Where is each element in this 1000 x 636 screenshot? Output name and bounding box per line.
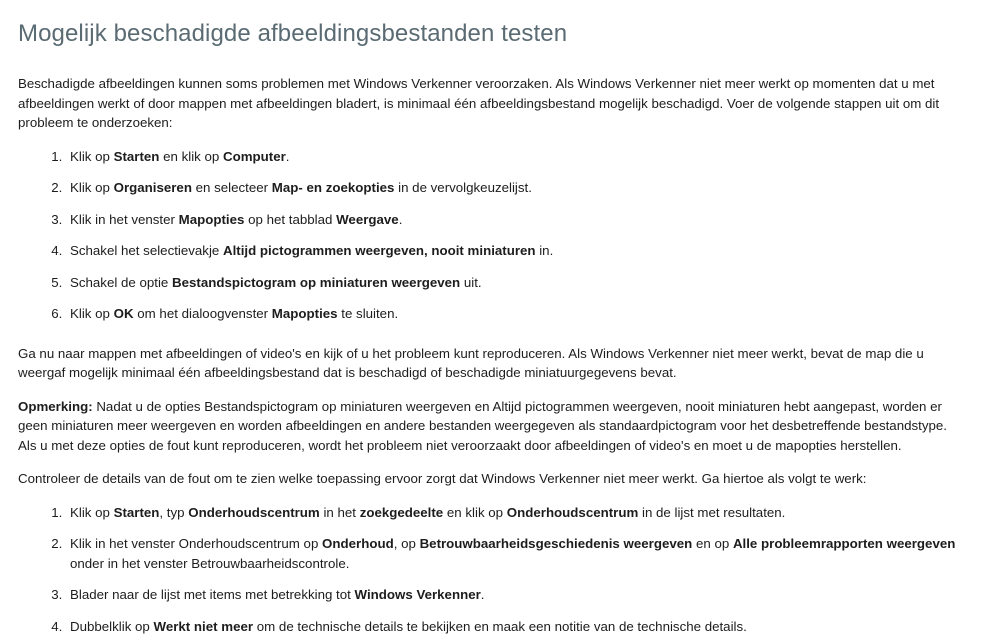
list-item: 4. Schakel het selectievakje Altijd pictogrammen weergeven, nooit miniaturen in.	[66, 241, 972, 261]
list-item: 5. Schakel de optie Bestandspictogram op miniaturen weergeven uit.	[66, 273, 972, 293]
note-label: Opmerking:	[18, 399, 93, 414]
note-paragraph	[18, 397, 948, 456]
intro-paragraph: Beschadigde afbeeldingen kunnen soms problemen met Windows Verkenner veroorzaken. Als Windows Verkenner niet meer werkt op momenten dat u met afbeeldingen werkt of door mappen met afbeeldingen bladert, is minimaal één afbeeldingsbestand mogelijk beschadigd. Voer de volgende stappen uit om dit probleem te onderzoeken:	[18, 74, 948, 133]
steps-list-two	[18, 503, 972, 636]
list-item: 3. Klik in het venster Mapopties op het tabblad Weergave.	[66, 210, 972, 230]
list-item: 2. Klik op Organiseren en selecteer Map- en zoekopties in de vervolgkeuzelijst.	[66, 178, 972, 198]
steps-list-one	[18, 147, 972, 324]
list-item: 1. Klik op Starten, typ Onderhoudscentrum in het zoekgedeelte en klik op Onderhoudscentrum in de lijst met resultaten.	[66, 503, 972, 523]
reproduce-paragraph: Ga nu naar mappen met afbeeldingen of video's en kijk of u het probleem kunt reproduceren. Als Windows Verkenner niet meer werkt, bevat de map die u weergaf mogelijk minimaal één afbeeldingsbestand dat is beschadigd of beschadigde miniatuurgegevens bevat.	[18, 344, 948, 383]
list-item: 4. Dubbelklik op Werkt niet meer om de technische details te bekijken en maak een notitie van de technische details.	[66, 617, 972, 636]
list-item: 1. Klik op Starten en klik op Computer.	[66, 147, 972, 167]
list-item: 3. Blader naar de lijst met items met betrekking tot Windows Verkenner.	[66, 585, 972, 605]
list-item: 6. Klik op OK om het dialoogvenster Mapopties te sluiten.	[66, 304, 972, 324]
page-title: Mogelijk beschadigde afbeeldingsbestanden testen	[18, 20, 972, 48]
list-item: 2. Klik in het venster Onderhoudscentrum op Onderhoud, op Betrouwbaarheidsgeschiedenis weergeven en op Alle probleemrapporten weergeven onder in het venster Betrouwbaarheidscontrole.	[66, 534, 972, 573]
details-paragraph: Controleer de details van de fout om te zien welke toepassing ervoor zorgt dat Windows Verkenner niet meer werkt. Ga hiertoe als volgt te werk:	[18, 469, 948, 489]
note-text: Nadat u de opties Bestandspictogram op miniaturen weergeven en Altijd pictogrammen weergeven, nooit miniaturen hebt aangepast, worden er geen miniaturen meer weergeven en worden afbeeldingen en andere bestanden weergegeven als standaardpictogram voor het desbetreffende bestandstype. Als u met deze opties de fout kunt reproduceren, wordt het probleem niet veroorzaakt door afbeeldingen of video's en moet u de mapopties herstellen.	[18, 399, 947, 453]
